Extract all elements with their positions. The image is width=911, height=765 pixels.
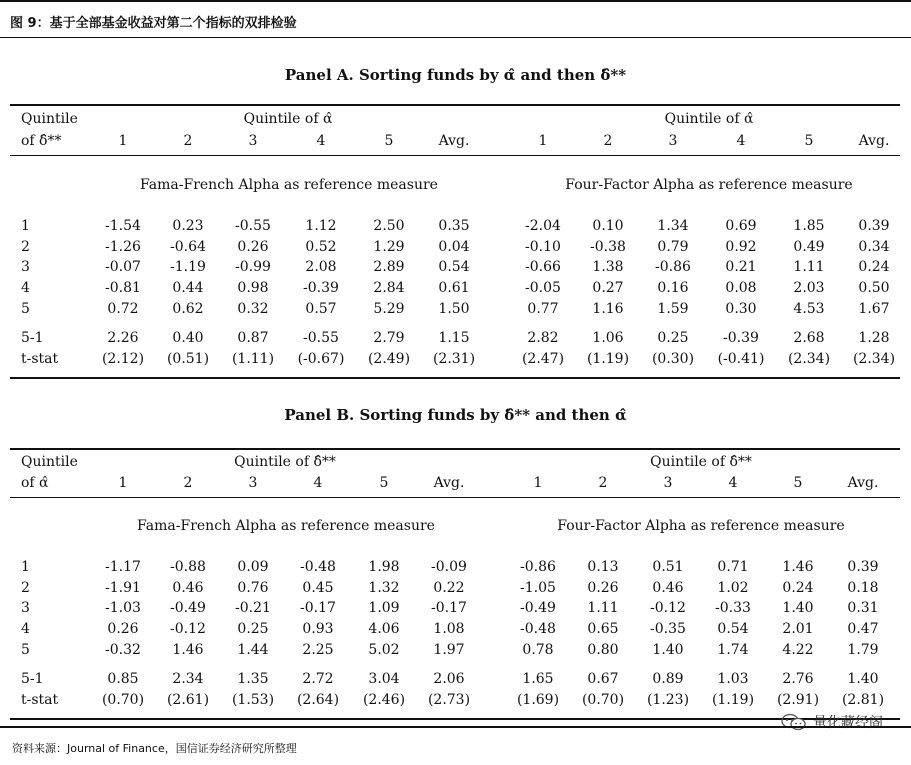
panel-b-cell-left: (2.61) (166, 692, 210, 708)
panel-a-cell-left: -0.55 (235, 218, 271, 234)
panel-b-cell-right: 1.40 (847, 671, 879, 687)
panel-a-cell-right: -0.86 (655, 259, 691, 275)
panel-b-top-rule (10, 448, 900, 450)
panel-b-cell-right: 0.65 (587, 621, 619, 637)
panel-a-cell-right: 1.59 (657, 301, 689, 317)
panel-b-cell-right: 1.03 (717, 671, 749, 687)
panel-b-cell-right: 1.11 (587, 600, 619, 616)
panel-a-cell-left: (1.11) (231, 351, 275, 367)
panel-a-cell-left: -1.19 (170, 259, 206, 275)
panel-a-cell-right: (2.34) (852, 351, 896, 367)
panel-a-cell-left: 0.40 (172, 330, 204, 346)
panel-b-cell-left: 0.76 (237, 580, 269, 596)
panel-a-col-header-left: 4 (316, 133, 326, 149)
panel-a-cell-right: (2.47) (521, 351, 565, 367)
panel-a-cell-right: 0.27 (592, 280, 624, 296)
panel-a-col-header-right: 5 (804, 133, 814, 149)
panel-a-cell-left: 1.12 (305, 218, 337, 234)
panel-b-cell-right: 4.22 (782, 642, 814, 658)
panel-b-cell-left: -1.91 (105, 580, 141, 596)
panel-a-cell-right: 0.24 (858, 259, 890, 275)
panel-a-group-header-right: Quintile of α̂ (664, 111, 754, 127)
panel-b-header-rule (10, 497, 900, 498)
panel-b-cell-left: 0.22 (433, 580, 465, 596)
panel-a-cell-left: 0.87 (237, 330, 269, 346)
panel-b-col-header-left: 3 (248, 475, 258, 491)
panel-a-cell-right: 4.53 (793, 301, 825, 317)
panel-a-col-header-right: 3 (668, 133, 678, 149)
panel-b-cell-right: 0.80 (587, 642, 619, 658)
panel-a-cell-left: 0.61 (438, 280, 470, 296)
panel-b-group-header-right: Quintile of δ̂** (650, 454, 752, 470)
panel-b-cell-right: 1.65 (522, 671, 554, 687)
panel-b-cell-left: 1.32 (368, 580, 400, 596)
panel-a-cell-left: 0.35 (438, 218, 470, 234)
panel-a-cell-left: 0.98 (237, 280, 269, 296)
panel-a-measure-right: Four-Factor Alpha as reference measure (565, 177, 853, 193)
panel-a-cell-right: 0.25 (657, 330, 689, 346)
panel-a-cell-right: 0.21 (725, 259, 757, 275)
source-note: 资料来源：Journal of Finance，国信证券经济研究所整理 (12, 742, 297, 755)
panel-b-cell-left: 2.72 (302, 671, 334, 687)
panel-b-cell-left: -0.17 (431, 600, 467, 616)
panel-a-cell-left: 0.23 (172, 218, 204, 234)
panel-a-cell-right: 1.11 (793, 259, 825, 275)
panel-b-cell-right: 0.67 (587, 671, 619, 687)
panel-b-cell-right: 1.40 (652, 642, 684, 658)
panel-b-cell-left: 1.44 (237, 642, 269, 658)
panel-b-cell-right: 0.54 (717, 621, 749, 637)
panel-a-cell-right: 0.39 (858, 218, 890, 234)
panel-b-cell-right: -0.48 (520, 621, 556, 637)
panel-b-cell-right: -0.35 (650, 621, 686, 637)
panel-b-cell-right: -0.49 (520, 600, 556, 616)
panel-a-measure-left: Fama-French Alpha as reference measure (140, 177, 438, 193)
panel-a-cell-right: (-0.41) (717, 351, 765, 367)
panel-a-header-rule (10, 155, 900, 156)
panel-b-cell-right: -0.33 (715, 600, 751, 616)
panel-b-measure-left: Fama-French Alpha as reference measure (137, 518, 435, 534)
panel-a-row-label: 2 (21, 239, 30, 255)
panel-b-cell-left: 0.85 (107, 671, 139, 687)
panel-a-cell-right: 1.16 (592, 301, 624, 317)
panel-b-row-label: 3 (21, 600, 30, 616)
panel-a-cell-right: 0.79 (657, 239, 689, 255)
panel-b-cell-left: -0.21 (235, 600, 271, 616)
panel-b-cell-left: -0.49 (170, 600, 206, 616)
panel-a-cell-left: 5.29 (373, 301, 405, 317)
panel-a-cell-left: -1.26 (105, 239, 141, 255)
panel-a-col-header-left: 1 (118, 133, 128, 149)
panel-a-row-label: 3 (21, 259, 30, 275)
panel-a-cell-left: -0.07 (105, 259, 141, 275)
panel-a-cell-left: -1.54 (105, 218, 141, 234)
panel-a-bottom-rule (10, 377, 900, 379)
panel-b-cell-left: 4.06 (368, 621, 400, 637)
panel-a-col-header-left: 3 (248, 133, 258, 149)
panel-a-cell-left: (2.31) (432, 351, 476, 367)
panel-a-cell-right: 2.82 (527, 330, 559, 346)
panel-b-cell-right: -1.05 (520, 580, 556, 596)
panel-b-bottom-rule (10, 718, 900, 720)
panel-a-cell-right: -0.10 (525, 239, 561, 255)
panel-b-cell-right: 0.89 (652, 671, 684, 687)
panel-b-cell-right: 0.71 (717, 559, 749, 575)
panel-a-cell-left: 0.26 (237, 239, 269, 255)
panel-a-cell-left: -0.81 (105, 280, 141, 296)
panel-b-cell-left: 2.06 (433, 671, 465, 687)
panel-b-cell-right: 1.02 (717, 580, 749, 596)
panel-b-cell-left: -0.32 (105, 642, 141, 658)
panel-a-cell-left: 0.44 (172, 280, 204, 296)
panel-b-cell-left: 1.09 (368, 600, 400, 616)
panel-b-cell-right: (1.69) (516, 692, 560, 708)
panel-a-cell-left: (0.51) (166, 351, 210, 367)
panel-b-col-header-right: 5 (793, 475, 803, 491)
panel-b-cell-left: (1.53) (231, 692, 275, 708)
panel-a-cell-right: 2.68 (793, 330, 825, 346)
panel-a-cell-right: 0.30 (725, 301, 757, 317)
panel-a-row-label: 4 (21, 280, 30, 296)
panel-b-cell-left: 1.35 (237, 671, 269, 687)
panel-a-row-label: 5 (21, 301, 30, 317)
panel-b-row-label-line1: Quintile (21, 454, 78, 470)
panel-b-col-header-left: 1 (118, 475, 128, 491)
panel-a-cell-right: 0.16 (657, 280, 689, 296)
panel-b-cell-right: (2.91) (776, 692, 820, 708)
panel-a-cell-left: -0.64 (170, 239, 206, 255)
panel-b-cell-left: 1.97 (433, 642, 465, 658)
panel-a-cell-left: -0.99 (235, 259, 271, 275)
panel-a-cell-right: 0.49 (793, 239, 825, 255)
panel-b-col-header-right: Avg. (847, 475, 879, 491)
panel-a-cell-left: 2.50 (373, 218, 405, 234)
panel-b-col-header-left: 5 (379, 475, 389, 491)
figure-footer (0, 726, 911, 765)
panel-a-top-rule (10, 104, 900, 106)
panel-b-cell-left: 3.04 (368, 671, 400, 687)
panel-a-row-label-line2: of δ̂** (21, 133, 62, 149)
panel-a-col-header-left: Avg. (438, 133, 470, 149)
panel-b-col-header-right: 1 (533, 475, 543, 491)
panel-b-cell-left: (2.64) (296, 692, 340, 708)
panel-b-cell-right: 2.01 (782, 621, 814, 637)
panel-a-cell-left: 0.57 (305, 301, 337, 317)
panel-b-cell-left: 0.26 (107, 621, 139, 637)
panel-a-cell-right: -0.66 (525, 259, 561, 275)
panel-b-cell-right: 0.51 (652, 559, 684, 575)
panel-a-row-label: 5-1 (21, 330, 44, 346)
panel-b-cell-left: -0.48 (300, 559, 336, 575)
panel-a-col-header-right: 4 (736, 133, 746, 149)
panel-b-cell-left: (0.70) (101, 692, 145, 708)
panel-a-cell-right: -2.04 (525, 218, 561, 234)
panel-b-cell-left: -0.09 (431, 559, 467, 575)
panel-a-cell-left: 0.54 (438, 259, 470, 275)
panel-b-cell-right: 1.74 (717, 642, 749, 658)
panel-a-cell-left: 2.79 (373, 330, 405, 346)
panel-b-row-label: 2 (21, 580, 30, 596)
panel-b-row-label: 5-1 (21, 671, 44, 687)
panel-b-cell-right: (1.23) (646, 692, 690, 708)
panel-b-cell-right: 0.39 (847, 559, 879, 575)
panel-b-cell-right: -0.86 (520, 559, 556, 575)
panel-b-cell-right: -0.12 (650, 600, 686, 616)
panel-a-cell-left: 0.04 (438, 239, 470, 255)
panel-a-cell-right: 1.06 (592, 330, 624, 346)
panel-b-cell-right: 1.40 (782, 600, 814, 616)
panel-b-col-header-right: 4 (728, 475, 738, 491)
panel-b-cell-left: 0.45 (302, 580, 334, 596)
panel-b-cell-right: (1.19) (711, 692, 755, 708)
panel-a-cell-right: 1.28 (858, 330, 890, 346)
panel-a-cell-right: 0.69 (725, 218, 757, 234)
panel-b-cell-right: 0.18 (847, 580, 879, 596)
panel-a-cell-right: (0.30) (651, 351, 695, 367)
panel-b-cell-left: 5.02 (368, 642, 400, 658)
panel-a-col-header-left: 5 (384, 133, 394, 149)
panel-b-col-header-left: 2 (183, 475, 193, 491)
panel-b-cell-left: -1.17 (105, 559, 141, 575)
panel-a-cell-right: 0.50 (858, 280, 890, 296)
panel-a-title: Panel A. Sorting funds by α̂ and then δ̂** (284, 66, 627, 84)
panel-a-col-header-right: 1 (538, 133, 548, 149)
panel-b-col-header-left: Avg. (433, 475, 465, 491)
panel-a-cell-right: 0.08 (725, 280, 757, 296)
panel-b-cell-left: 0.93 (302, 621, 334, 637)
panel-b-cell-right: 0.31 (847, 600, 879, 616)
panel-a-cell-right: 1.67 (858, 301, 890, 317)
panel-a-cell-left: 2.08 (305, 259, 337, 275)
panel-a-cell-right: (2.34) (787, 351, 831, 367)
panel-a-cell-right: -0.39 (723, 330, 759, 346)
panel-a-cell-left: (2.12) (101, 351, 145, 367)
panel-b-cell-left: 2.34 (172, 671, 204, 687)
panel-a-cell-left: (-0.67) (297, 351, 345, 367)
panel-a-cell-right: 1.38 (592, 259, 624, 275)
panel-a-cell-left: (2.49) (367, 351, 411, 367)
panel-b-row-label-line2: of α̂ (21, 475, 49, 491)
panel-b-cell-left: 1.08 (433, 621, 465, 637)
panel-a-col-header-right: Avg. (858, 133, 890, 149)
panel-b-cell-left: 1.46 (172, 642, 204, 658)
panel-a-cell-right: 0.77 (527, 301, 559, 317)
panel-b-cell-left: -0.88 (170, 559, 206, 575)
panel-a-cell-left: -0.55 (303, 330, 339, 346)
panel-b-cell-left: -1.03 (105, 600, 141, 616)
panel-b-cell-left: 0.09 (237, 559, 269, 575)
panel-b-cell-left: 0.46 (172, 580, 204, 596)
panel-b-group-header-left: Quintile of δ̂** (234, 454, 336, 470)
panel-a-cell-right: (1.19) (586, 351, 630, 367)
panel-a-cell-right: -0.38 (590, 239, 626, 255)
panel-a-cell-left: 0.52 (305, 239, 337, 255)
panel-a-cell-left: 0.32 (237, 301, 269, 317)
panel-a-cell-left: -0.39 (303, 280, 339, 296)
panel-a-cell-right: 1.34 (657, 218, 689, 234)
panel-b-cell-right: 0.78 (522, 642, 554, 658)
panel-b-cell-right: 0.13 (587, 559, 619, 575)
panel-a-cell-right: 0.10 (592, 218, 624, 234)
panel-b-cell-right: 1.46 (782, 559, 814, 575)
panel-a-cell-right: 0.92 (725, 239, 757, 255)
panel-b-cell-left: 0.25 (237, 621, 269, 637)
panel-b-cell-left: 1.98 (368, 559, 400, 575)
panel-b-cell-left: (2.46) (362, 692, 406, 708)
panel-b-measure-right: Four-Factor Alpha as reference measure (557, 518, 845, 534)
panel-b-row-label: 5 (21, 642, 30, 658)
panel-b-cell-right: 0.24 (782, 580, 814, 596)
panel-b-cell-right: (2.81) (841, 692, 885, 708)
panel-a-cell-left: 2.26 (107, 330, 139, 346)
watermark-text: 量化藏经阁 (813, 715, 883, 731)
panel-b-cell-left: -0.12 (170, 621, 206, 637)
panel-a-cell-right: 0.34 (858, 239, 890, 255)
panel-b-cell-right: 1.79 (847, 642, 879, 658)
panel-a-cell-left: 1.15 (438, 330, 470, 346)
panel-b-cell-right: 2.76 (782, 671, 814, 687)
panel-a-row-label: 1 (21, 218, 30, 234)
panel-a-group-header-left: Quintile of α̂ (243, 111, 333, 127)
panel-b-col-header-right: 3 (663, 475, 673, 491)
panel-a-cell-left: 0.72 (107, 301, 139, 317)
panel-a-col-header-right: 2 (603, 133, 613, 149)
panel-a-cell-left: 1.29 (373, 239, 405, 255)
figure-title: 图 9：基于全部基金收益对第二个指标的双排检验 (10, 16, 297, 31)
panel-a-cell-right: 1.85 (793, 218, 825, 234)
panel-b-cell-right: (0.70) (581, 692, 625, 708)
panel-b-row-label: 4 (21, 621, 30, 637)
panel-a-cell-right: 2.03 (793, 280, 825, 296)
panel-a-row-label-line1: Quintile (21, 111, 78, 127)
panel-a-cell-left: 1.50 (438, 301, 470, 317)
panel-a-cell-left: 0.62 (172, 301, 204, 317)
panel-b-cell-left: -0.17 (300, 600, 336, 616)
panel-b-row-label: 1 (21, 559, 30, 575)
panel-a-cell-left: 2.84 (373, 280, 405, 296)
panel-b-cell-right: 0.47 (847, 621, 879, 637)
panel-a-col-header-left: 2 (183, 133, 193, 149)
panel-b-row-label: t-stat (21, 692, 59, 708)
panel-a-cell-left: 2.89 (373, 259, 405, 275)
panel-b-title: Panel B. Sorting funds by δ̂** and then α̂ (284, 406, 627, 424)
panel-b-cell-left: 2.25 (302, 642, 334, 658)
panel-b-cell-left: (2.73) (427, 692, 471, 708)
panel-b-col-header-left: 4 (313, 475, 323, 491)
panel-b-cell-right: 0.26 (587, 580, 619, 596)
panel-b-col-header-right: 2 (598, 475, 608, 491)
panel-a-cell-right: -0.05 (525, 280, 561, 296)
panel-a-row-label: t-stat (21, 351, 59, 367)
figure-header (0, 0, 911, 38)
panel-b-cell-right: 0.46 (652, 580, 684, 596)
